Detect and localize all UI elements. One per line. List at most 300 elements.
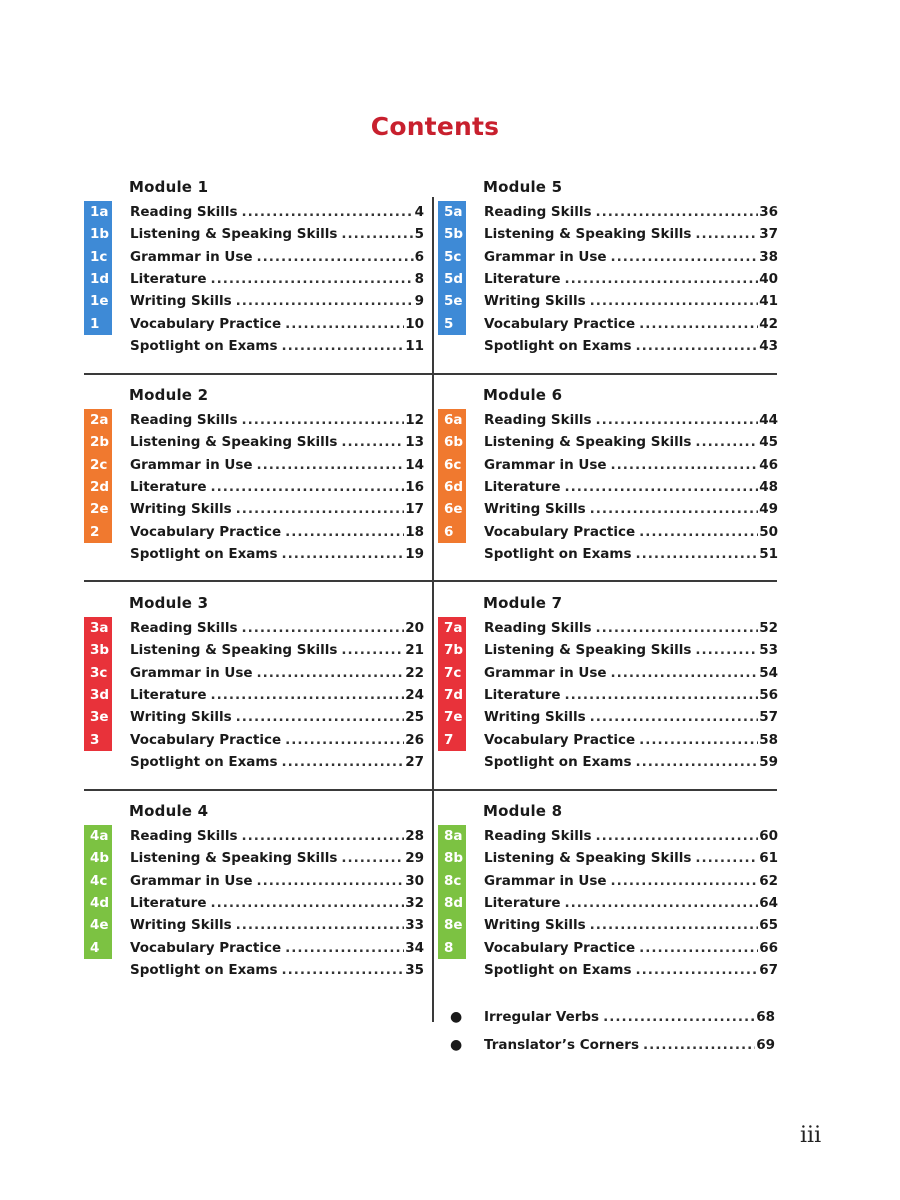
dot-leader (695, 642, 758, 658)
contents-entry[interactable] (84, 268, 424, 290)
contents-entry[interactable] (438, 543, 778, 565)
entry-line (484, 409, 778, 431)
entry-label: Vocabulary Practice (484, 731, 636, 748)
dot-leader (341, 226, 413, 242)
entry-line (130, 684, 424, 706)
entry-label: Grammar in Use (130, 664, 253, 681)
unit-badge: 4b (84, 847, 112, 869)
entry-page: 11 (405, 337, 424, 354)
dot-leader (611, 665, 759, 681)
entry-list (84, 409, 424, 565)
dot-leader (236, 917, 405, 933)
dot-leader (590, 917, 759, 933)
entry-page: 4 (414, 204, 424, 221)
dot-leader (636, 754, 759, 770)
contents-entry[interactable] (84, 290, 424, 312)
entry-label: Vocabulary Practice (130, 315, 282, 332)
entry-label: Reading Skills (130, 620, 238, 637)
dot-leader (341, 642, 404, 658)
entry-label: Vocabulary Practice (484, 523, 636, 540)
entry-page: 17 (405, 501, 424, 518)
entry-label: Listening & Speaking Skills (484, 642, 692, 659)
entry-list (84, 825, 424, 981)
entry-line (484, 728, 778, 750)
contents-entry[interactable] (438, 825, 778, 847)
dot-leader (603, 1009, 755, 1025)
entry-label: Writing Skills (130, 709, 232, 726)
dot-leader (257, 457, 405, 473)
column-divider (432, 197, 434, 1022)
entry-line (484, 639, 778, 661)
entry-page: 32 (405, 895, 424, 912)
contents-entry[interactable] (438, 454, 778, 476)
entry-line (130, 290, 424, 312)
contents-entry[interactable] (438, 706, 778, 728)
dot-leader (285, 940, 404, 956)
unit-badge: 5e (438, 290, 466, 312)
unit-badge: 6d (438, 476, 466, 498)
entry-label: Grammar in Use (130, 456, 253, 473)
entry-label: Listening & Speaking Skills (130, 434, 338, 451)
entry-line (130, 223, 424, 245)
section-divider (84, 580, 777, 582)
entry-line (130, 335, 424, 357)
entry-label: Reading Skills (130, 204, 238, 221)
contents-entry[interactable] (84, 662, 424, 684)
contents-entry[interactable] (84, 825, 424, 847)
unit-badge: 4a (84, 825, 112, 847)
entry-line (484, 847, 778, 869)
dot-leader (611, 873, 759, 889)
entry-line (130, 520, 424, 542)
entry-label: Grammar in Use (130, 248, 253, 265)
entry-label: Irregular Verbs (484, 1009, 600, 1025)
unit-badge: 6b (438, 431, 466, 453)
entry-list (438, 825, 778, 981)
unit-badge: 6 (438, 520, 466, 542)
entry-line (484, 825, 778, 847)
entry-label: Reading Skills (130, 412, 238, 429)
entry-page: 24 (405, 687, 424, 704)
entry-page: 34 (405, 939, 424, 956)
entry-line (130, 431, 424, 453)
entry-label: Spotlight on Exams (484, 545, 632, 562)
entry-line (130, 706, 424, 728)
dot-leader (565, 895, 759, 911)
entry-label: Listening & Speaking Skills (130, 850, 338, 867)
module-heading: Module 2 (129, 386, 209, 404)
contents-entry[interactable] (438, 684, 778, 706)
entry-label: Writing Skills (130, 501, 232, 518)
entry-page: 49 (759, 501, 778, 518)
contents-entry[interactable] (84, 706, 424, 728)
dot-leader (695, 850, 758, 866)
contents-entry[interactable] (438, 662, 778, 684)
module-heading: Module 4 (129, 802, 209, 820)
dot-leader (590, 293, 759, 309)
entry-line (484, 246, 778, 268)
entry-line (130, 201, 424, 223)
entry-line (484, 662, 778, 684)
contents-entry[interactable] (84, 914, 424, 936)
dot-leader (611, 249, 759, 265)
contents-entry[interactable] (84, 751, 424, 773)
entry-page: 41 (759, 293, 778, 310)
entry-list (84, 617, 424, 773)
contents-entry[interactable] (84, 476, 424, 498)
contents-entry[interactable] (438, 617, 778, 639)
extra-entry[interactable] (450, 1034, 775, 1056)
entry-page: 22 (405, 664, 424, 681)
entry-line (484, 751, 778, 773)
dot-leader (639, 940, 758, 956)
extra-entry[interactable] (450, 1006, 775, 1028)
entry-page: 66 (759, 939, 778, 956)
entry-line (130, 662, 424, 684)
dot-leader (695, 226, 758, 242)
entry-line (130, 892, 424, 914)
unit-badge: 2b (84, 431, 112, 453)
entry-page: 52 (759, 620, 778, 637)
entry-page: 30 (405, 872, 424, 889)
unit-badge: 8b (438, 847, 466, 869)
dot-leader (257, 249, 414, 265)
entry-line (484, 476, 778, 498)
dot-leader (611, 457, 759, 473)
entry-page: 33 (405, 917, 424, 934)
dot-leader (211, 895, 405, 911)
entry-line (484, 959, 778, 981)
contents-entry[interactable] (84, 892, 424, 914)
contents-entry[interactable] (84, 454, 424, 476)
entry-label: Writing Skills (130, 293, 232, 310)
entry-line (130, 914, 424, 936)
contents-entry[interactable] (84, 617, 424, 639)
unit-badge: 7b (438, 639, 466, 661)
unit-badge: 6a (438, 409, 466, 431)
entry-page: 46 (759, 456, 778, 473)
entry-page: 60 (759, 828, 778, 845)
dot-leader (236, 293, 414, 309)
entry-line (484, 914, 778, 936)
entry-line (130, 312, 424, 334)
entry-page: 64 (759, 895, 778, 912)
entry-page: 10 (405, 315, 424, 332)
entry-label: Literature (484, 271, 561, 288)
contents-entry[interactable] (438, 498, 778, 520)
unit-badge: 7c (438, 662, 466, 684)
dot-leader (211, 271, 414, 287)
entry-page: 6 (414, 248, 424, 265)
dot-leader (236, 501, 405, 517)
entry-label: Spotlight on Exams (484, 753, 632, 770)
entry-label: Literature (130, 895, 207, 912)
contents-entry[interactable] (84, 335, 424, 357)
entry-page: 50 (759, 523, 778, 540)
dot-leader (242, 412, 405, 428)
entry-page: 5 (414, 226, 424, 243)
dot-leader (636, 338, 759, 354)
contents-entry[interactable] (84, 409, 424, 431)
entry-page: 38 (759, 248, 778, 265)
contents-entry[interactable] (84, 870, 424, 892)
module-heading: Module 8 (483, 802, 563, 820)
entry-label: Spotlight on Exams (484, 337, 632, 354)
entry-page: 48 (759, 479, 778, 496)
unit-badge: 4c (84, 870, 112, 892)
entry-page: 56 (759, 687, 778, 704)
contents-entry[interactable] (438, 870, 778, 892)
dot-leader (636, 962, 759, 978)
unit-badge: 3e (84, 706, 112, 728)
contents-entry[interactable] (438, 959, 778, 981)
contents-entry[interactable] (84, 223, 424, 245)
contents-entry[interactable] (84, 312, 424, 334)
unit-badge: 3 (84, 728, 112, 750)
dot-leader (596, 204, 759, 220)
contents-entry[interactable] (438, 431, 778, 453)
contents-entry[interactable] (438, 936, 778, 958)
entry-label: Listening & Speaking Skills (484, 434, 692, 451)
entry-page: 29 (405, 850, 424, 867)
contents-entry[interactable] (84, 959, 424, 981)
contents-entry[interactable] (438, 223, 778, 245)
entry-label: Literature (484, 687, 561, 704)
unit-badge: 5 (438, 312, 466, 334)
contents-entry[interactable] (438, 847, 778, 869)
unit-badge: 5a (438, 201, 466, 223)
entry-line (130, 847, 424, 869)
entry-label: Vocabulary Practice (130, 523, 282, 540)
unit-badge: 4d (84, 892, 112, 914)
entry-page: 57 (759, 709, 778, 726)
entry-line (130, 498, 424, 520)
entry-page: 9 (414, 293, 424, 310)
contents-entry[interactable] (84, 847, 424, 869)
entry-page: 28 (405, 828, 424, 845)
entry-label: Spotlight on Exams (130, 545, 278, 562)
dot-leader (695, 434, 758, 450)
unit-badge: 3d (84, 684, 112, 706)
page-number: iii (800, 1123, 822, 1148)
entry-page: 14 (405, 456, 424, 473)
entry-line (130, 751, 424, 773)
entry-label: Vocabulary Practice (130, 939, 282, 956)
entry-label: Grammar in Use (130, 872, 253, 889)
unit-badge: 8d (438, 892, 466, 914)
dot-leader (341, 850, 404, 866)
entry-page: 59 (759, 753, 778, 770)
entry-page: 36 (759, 204, 778, 221)
entry-line (130, 543, 424, 565)
contents-entry[interactable] (84, 520, 424, 542)
entry-label: Writing Skills (130, 917, 232, 934)
entry-label: Translator’s Corners (484, 1037, 639, 1053)
entry-line (484, 268, 778, 290)
module-heading: Module 6 (483, 386, 563, 404)
entry-line (484, 498, 778, 520)
entry-line (130, 639, 424, 661)
unit-badge: 2a (84, 409, 112, 431)
entry-line (484, 936, 778, 958)
entry-line (484, 892, 778, 914)
entry-label: Spotlight on Exams (130, 753, 278, 770)
unit-badge: 2d (84, 476, 112, 498)
page-title: Contents (370, 112, 500, 141)
dot-leader (211, 687, 405, 703)
module-heading: Module 1 (129, 178, 209, 196)
entry-page: 18 (405, 523, 424, 540)
entry-label: Reading Skills (484, 620, 592, 637)
entry-list (438, 201, 778, 357)
unit-badge: 5d (438, 268, 466, 290)
entry-list (438, 617, 778, 773)
entry-line (484, 335, 778, 357)
contents-entry[interactable] (438, 520, 778, 542)
entry-page: 40 (759, 271, 778, 288)
contents-entry[interactable] (84, 201, 424, 223)
entry-page: 35 (405, 961, 424, 978)
entry-label: Grammar in Use (484, 456, 607, 473)
entry-label: Listening & Speaking Skills (484, 226, 692, 243)
contents-entry[interactable] (438, 312, 778, 334)
entry-label: Reading Skills (130, 828, 238, 845)
dot-leader (596, 828, 759, 844)
unit-badge: 1 (84, 312, 112, 334)
entry-page: 20 (405, 620, 424, 637)
entry-page: 43 (759, 337, 778, 354)
dot-leader (639, 524, 758, 540)
contents-entry[interactable] (438, 639, 778, 661)
entry-label: Vocabulary Practice (484, 939, 636, 956)
entry-line (484, 312, 778, 334)
entry-page: 51 (759, 545, 778, 562)
dot-leader (639, 316, 758, 332)
entry-line (130, 617, 424, 639)
entry-line (130, 246, 424, 268)
entry-line (484, 201, 778, 223)
contents-entry[interactable] (438, 409, 778, 431)
contents-entry[interactable] (84, 728, 424, 750)
dot-leader (285, 316, 404, 332)
entry-label: Writing Skills (484, 709, 586, 726)
contents-entry[interactable] (438, 290, 778, 312)
contents-entry[interactable] (438, 751, 778, 773)
bullet-icon: ● (450, 1009, 463, 1025)
bullet-icon: ● (450, 1037, 463, 1053)
entry-line (484, 543, 778, 565)
contents-entry[interactable] (438, 201, 778, 223)
entry-label: Spotlight on Exams (484, 961, 632, 978)
entry-list (84, 201, 424, 357)
module-heading: Module 5 (483, 178, 563, 196)
unit-badge: 6c (438, 454, 466, 476)
contents-entry[interactable] (84, 684, 424, 706)
entry-label: Grammar in Use (484, 872, 607, 889)
entry-line (130, 268, 424, 290)
entry-page: 67 (759, 961, 778, 978)
entry-page: 54 (759, 664, 778, 681)
entry-label: Vocabulary Practice (130, 731, 282, 748)
entry-label: Listening & Speaking Skills (130, 226, 338, 243)
dot-leader (236, 709, 405, 725)
entry-list (438, 409, 778, 565)
entry-line (130, 870, 424, 892)
unit-badge: 2c (84, 454, 112, 476)
unit-badge: 7d (438, 684, 466, 706)
contents-entry[interactable] (84, 543, 424, 565)
entry-label: Literature (130, 271, 207, 288)
dot-leader (282, 962, 405, 978)
module-heading: Module 3 (129, 594, 209, 612)
entry-line (130, 454, 424, 476)
contents-entry[interactable] (84, 936, 424, 958)
dot-leader (257, 873, 405, 889)
entry-page: 62 (759, 872, 778, 889)
entry-label: Literature (130, 479, 207, 496)
entry-page: 45 (759, 434, 778, 451)
unit-badge: 8 (438, 936, 466, 958)
entry-page: 65 (759, 917, 778, 934)
unit-badge: 1e (84, 290, 112, 312)
entry-page: 53 (759, 642, 778, 659)
contents-entry[interactable] (84, 246, 424, 268)
dot-leader (211, 479, 405, 495)
contents-entry[interactable] (84, 431, 424, 453)
unit-badge: 2 (84, 520, 112, 542)
entry-page: 27 (405, 753, 424, 770)
dot-leader (596, 412, 759, 428)
entry-label: Literature (484, 479, 561, 496)
entry-line (130, 476, 424, 498)
entry-page: 12 (405, 412, 424, 429)
unit-badge: 4e (84, 914, 112, 936)
entry-line (484, 870, 778, 892)
contents-entry[interactable] (438, 335, 778, 357)
dot-leader (565, 687, 759, 703)
contents-entry[interactable] (438, 728, 778, 750)
entry-label: Spotlight on Exams (130, 961, 278, 978)
entry-label: Reading Skills (484, 828, 592, 845)
dot-leader (257, 665, 405, 681)
dot-leader (639, 732, 758, 748)
unit-badge: 7a (438, 617, 466, 639)
contents-entry[interactable] (438, 892, 778, 914)
dot-leader (636, 546, 759, 562)
entry-label: Listening & Speaking Skills (130, 642, 338, 659)
module-heading: Module 7 (483, 594, 563, 612)
entry-label: Writing Skills (484, 293, 586, 310)
contents-entry[interactable] (438, 914, 778, 936)
unit-badge: 7e (438, 706, 466, 728)
entry-page: 13 (405, 434, 424, 451)
dot-leader (285, 524, 404, 540)
contents-entry[interactable] (438, 246, 778, 268)
entry-page: 61 (759, 850, 778, 867)
contents-entry[interactable] (84, 639, 424, 661)
contents-entry[interactable] (84, 498, 424, 520)
dot-leader (341, 434, 404, 450)
unit-badge: 1b (84, 223, 112, 245)
dot-leader (565, 271, 759, 287)
contents-entry[interactable] (438, 476, 778, 498)
contents-entry[interactable] (438, 268, 778, 290)
entry-line (130, 959, 424, 981)
entry-page: 37 (759, 226, 778, 243)
unit-badge: 8e (438, 914, 466, 936)
dot-leader (242, 204, 414, 220)
entry-page: 44 (759, 412, 778, 429)
